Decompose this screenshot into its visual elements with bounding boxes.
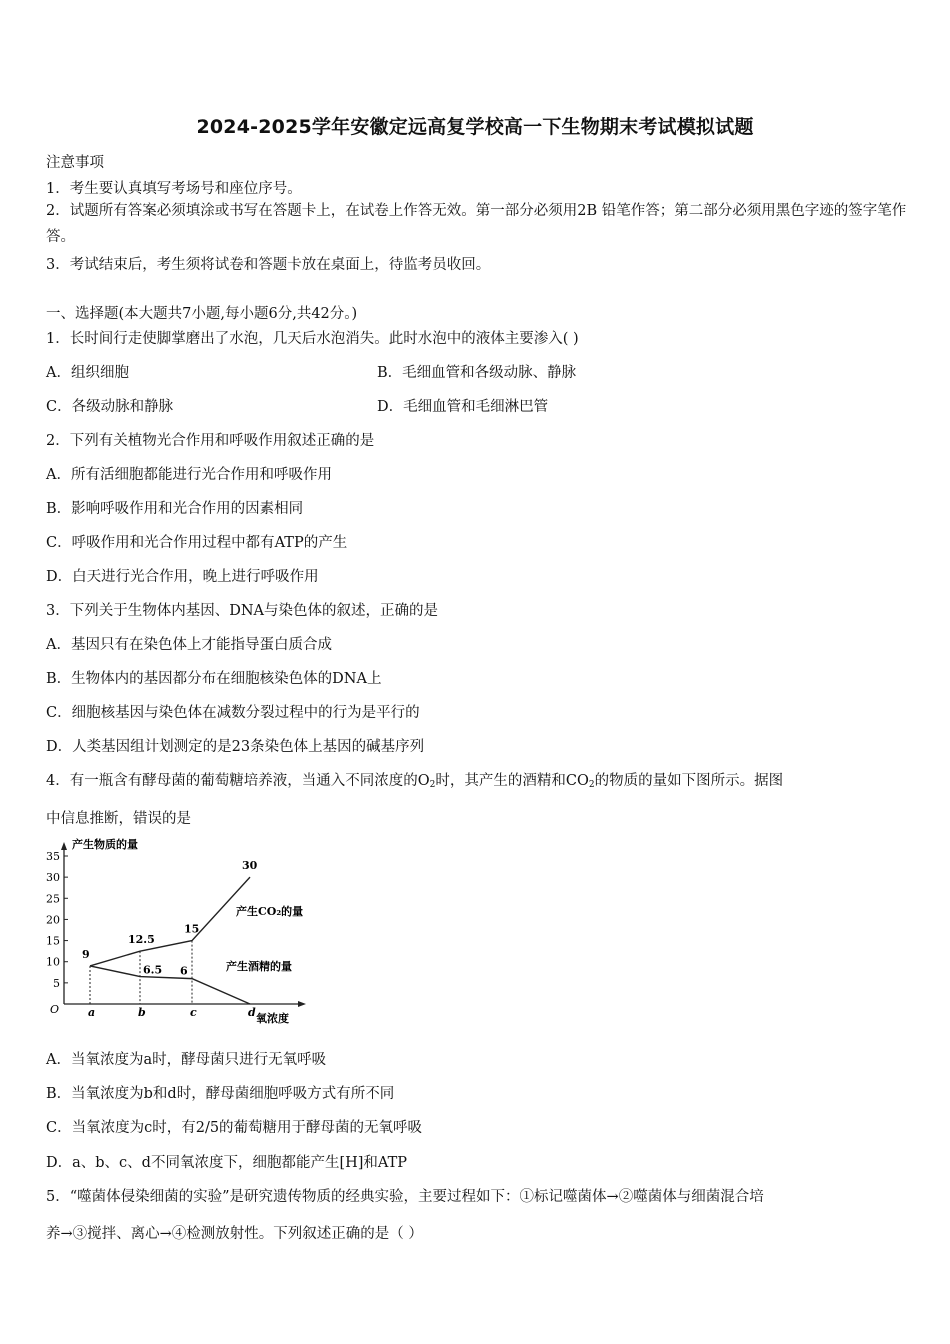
question-2-stem: 2．下列有关植物光合作用和呼吸作用叙述正确的是 — [46, 433, 375, 449]
question-4-stem-part-2: 时，其产生的酒精和CO — [435, 773, 589, 789]
question-2-option-c: C．呼吸作用和光合作用过程中都有ATP的产生 — [46, 535, 348, 551]
co2-series-line — [90, 877, 250, 966]
question-3-option-a: A．基因只有在染色体上才能指导蛋白质合成 — [46, 637, 332, 653]
co2-data-label: 30 — [242, 859, 258, 873]
y-tick-label: 10 — [46, 955, 60, 969]
question-4-option-b: B．当氧浓度为b和d时，酵母菌细胞呼吸方式有所不同 — [46, 1086, 395, 1102]
co2-data-label: 12.5 — [128, 933, 155, 947]
question-2-option-d: D．白天进行光合作用，晚上进行呼吸作用 — [46, 569, 319, 585]
question-1-stem: 1．长时间行走使脚掌磨出了水泡，几天后水泡消失。此时水泡中的液体主要渗入( ) — [46, 331, 579, 347]
co2-data-label: 9 — [82, 947, 90, 961]
question-4-option-a: A．当氧浓度为a时，酵母菌只进行无氧呼吸 — [46, 1052, 327, 1068]
question-3-stem: 3．下列关于生物体内基因、DNA与染色体的叙述，正确的是 — [46, 603, 439, 619]
y-tick-label: 20 — [46, 913, 60, 927]
x-tick-label: a — [88, 1006, 96, 1019]
y-tick-label: 25 — [46, 892, 60, 906]
question-3-option-b: B．生物体内的基因都分布在细胞核染色体的DNA上 — [46, 671, 382, 687]
y-tick-label: 15 — [46, 934, 60, 948]
question-1-option-b: B．毛细血管和各级动脉、静脉 — [377, 365, 577, 381]
y-axis-label: 产生物质的量 — [72, 838, 138, 851]
co2-series-name: 产生CO₂的量 — [236, 904, 304, 918]
question-2-option-a: A．所有活细胞都能进行光合作用和呼吸作用 — [46, 467, 332, 483]
notice-item-2: 2．试题所有答案必须填涂或书写在答题卡上，在试卷上作答无效。第一部分必须用2B 铅笔作答；第二部分必须用黑色字迹的签字笔作答。 — [46, 203, 907, 245]
y-tick-label: 30 — [46, 871, 60, 885]
question-5-line-2: 养→③搅拌、离心→④检测放射性。下列叙述正确的是（ ） — [46, 1226, 423, 1242]
question-3-option-d: D．人类基因组计划测定的是23条染色体上基因的碱基序列 — [46, 739, 425, 755]
notice-item-3: 3．考试结束后，考生须将试卷和答题卡放在桌面上，待监考员收回。 — [46, 257, 491, 273]
co2-data-label: 15 — [184, 922, 200, 936]
page-title: 2024-2025学年安徽定远高复学校高一下生物期末考试模拟试题 — [196, 116, 754, 138]
x-tick-label: b — [138, 1006, 146, 1019]
x-tick-label: d — [248, 1006, 256, 1019]
ethanol-series-name: 产生酒精的量 — [226, 960, 292, 974]
question-4-stem-part-1: 4．有一瓶含有酵母菌的葡萄糖培养液，当通入不同浓度的O — [46, 773, 430, 789]
ethanol-data-label: 6 — [180, 964, 188, 978]
y-axis-arrow — [61, 842, 67, 850]
question-4-stem-part-3: 的物质的量如下图所示。据图 — [594, 773, 784, 789]
question-1-option-c: C．各级动脉和静脉 — [46, 399, 174, 415]
x-axis-arrow — [298, 1001, 306, 1007]
co2-subscript: 2 — [588, 780, 595, 790]
y-tick-label: 35 — [46, 850, 60, 863]
notice-heading: 注意事项 — [46, 155, 104, 171]
question-4-option-d: D．a、b、c、d不同氧浓度下，细胞都能产生[H]和ATP — [46, 1155, 408, 1171]
section-heading: 一、选择题(本大题共7小题,每小题6分,共42分。) — [46, 306, 358, 322]
question-4-option-c: C．当氧浓度为c时，有2/5的葡萄糖用于酵母菌的无氧呼吸 — [46, 1120, 423, 1136]
x-axis-label: 氧浓度 — [256, 1012, 289, 1025]
question-1-option-d: D．毛细血管和毛细淋巴管 — [377, 399, 549, 415]
y-tick-label: 5 — [53, 976, 60, 990]
origin-label: O — [50, 1003, 60, 1016]
o2-subscript: 2 — [429, 780, 436, 790]
question-3-option-c: C．细胞核基因与染色体在减数分裂过程中的行为是平行的 — [46, 705, 420, 721]
question-4-stem — [46, 769, 783, 790]
x-tick-label: c — [190, 1006, 197, 1019]
question-5-line-1: 5．“噬菌体侵染细菌的实验”是研究遗传物质的经典实验，主要过程如下：①标记噬菌体→②噬菌体与细菌混合培 — [46, 1189, 764, 1205]
notice-item-1: 1．考生要认真填写考场号和座位序号。 — [46, 181, 302, 197]
ethanol-data-label: 6.5 — [143, 963, 163, 977]
question-4-stem-line-2: 中信息推断，错误的是 — [46, 811, 191, 827]
oxygen-concentration-chart — [40, 832, 330, 1030]
question-1-option-a: A．组织细胞 — [46, 365, 129, 381]
question-2-option-b: B．影响呼吸作用和光合作用的因素相同 — [46, 501, 304, 517]
